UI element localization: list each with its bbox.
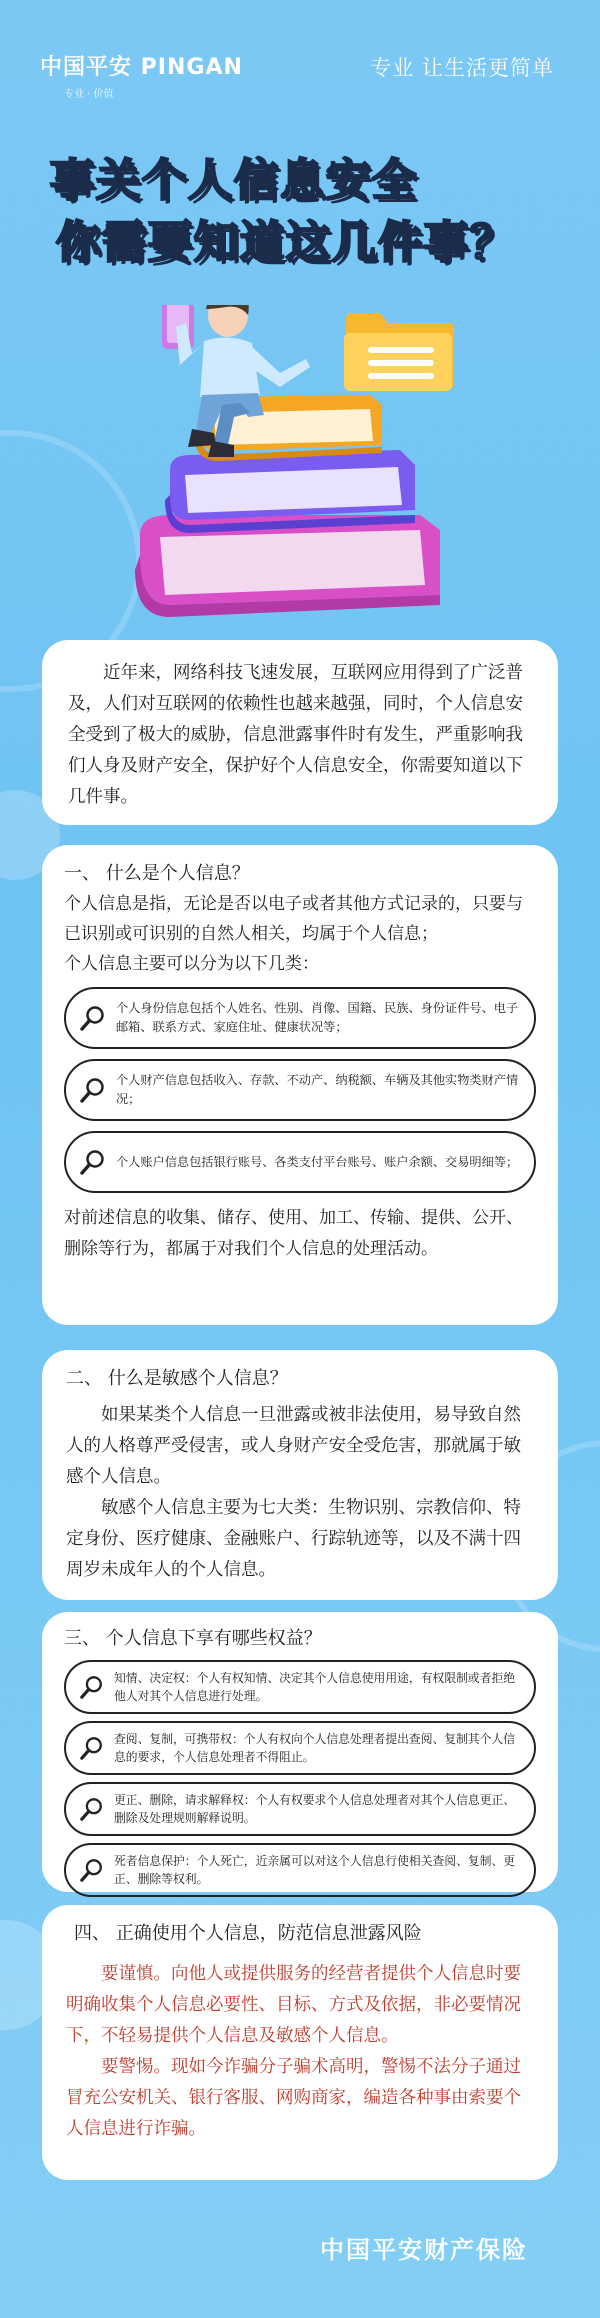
magnifier-icon <box>80 1675 104 1699</box>
section-1-categories-intro: 个人信息主要可以分为以下几类： <box>64 954 319 974</box>
section-2-paragraph-2: 敏感个人信息主要为七大类：生物识别、宗教信仰、特定身份、医疗健康、金融账户、行踪轨迹等，以及不满十四周岁未成年人的个人信息。 <box>66 1498 521 1580</box>
title-line-1: 事关个人信息安全 <box>50 155 418 206</box>
right-text: 查阅、复制，可携带权：个人有权向个人信息处理者提出查阅、复制其个人信息的要求，个人信息处理者不得阻止。 <box>114 1732 516 1764</box>
person-on-books-icon <box>130 305 470 625</box>
slogan: 专业 让生活更简单 <box>370 56 554 80</box>
section-1-title: 一、 什么是个人信息？ <box>64 863 250 884</box>
hero-illustration <box>130 305 470 625</box>
list-item <box>64 1059 536 1121</box>
category-text: 个人账户信息包括银行账号、各类支付平台账号、账户余额、交易明细等； <box>116 1154 519 1169</box>
list-item <box>64 1721 536 1775</box>
section-2-title: 二、 什么是敏感个人信息？ <box>66 1368 288 1389</box>
title-line-2: 你需要知道这几件事？ <box>56 217 516 268</box>
brand-tagline: 专业 · 价值 <box>64 89 114 100</box>
list-item <box>64 987 536 1049</box>
section-personal-info <box>42 845 558 1325</box>
list-item <box>64 1843 536 1897</box>
intro-card <box>42 640 558 825</box>
magnifier-icon <box>80 1149 106 1175</box>
section-rights <box>42 1612 558 1892</box>
brand-name: 中国平安 PINGAN <box>40 55 243 80</box>
footer-brand: 中国平安财产保险 <box>320 2236 528 2264</box>
list-item <box>64 1782 536 1836</box>
magnifier-icon <box>80 1736 104 1760</box>
right-text: 知情、决定权：个人有权知情、决定其个人信息使用用途，有权限制或者拒绝他人对其个人信息进行处理。 <box>114 1671 516 1703</box>
brand-logo <box>40 50 243 100</box>
magnifier-icon <box>80 1797 104 1821</box>
right-text: 死者信息保护：个人死亡，近亲属可以对这个人信息行使相关查阅、复制、更正、删除等权利。 <box>114 1854 516 1886</box>
right-text: 更正、删除，请求解释权：个人有权要求个人信息处理者对其个人信息更正、删除及处理规则解释说明。 <box>114 1793 516 1825</box>
magnifier-icon <box>80 1077 106 1103</box>
intro-paragraph: 近年来，网络科技飞速发展，互联网应用得到了广泛普及，人们对互联网的依赖性也越来越强，同时，个人信息安全受到了极大的威胁，信息泄露事件时有发生，严重影响我们人身及财产安全，保护好个人信息安全，你需要知道以下几件事。 <box>68 663 523 807</box>
section-2-paragraph-1: 如果某类个人信息一旦泄露或被非法使用，易导致自然人的人格尊严受侵害，或人身财产安全受危害，那就属于敏感个人信息。 <box>66 1405 521 1487</box>
section-1-conclusion: 对前述信息的收集、储存、使用、加工、传输、提供、公开、删除等行为，都属于对我们个人信息的处理活动。 <box>64 1208 523 1259</box>
list-item <box>64 1660 536 1714</box>
section-4-paragraph-2: 要警惕。现如今诈骗分子骗术高明，警惕不法分子通过冒充公安机关、银行客服、网购商家，编造各种事由索要个人信息进行诈骗。 <box>66 2057 521 2139</box>
page-title <box>50 150 590 274</box>
section-safe-use <box>42 1905 558 2180</box>
section-4-paragraph-1: 要谨慎。向他人或提供服务的经营者提供个人信息时要明确收集个人信息必要性、目标、方式及依据，非必要情况下，不轻易提供个人信息及敏感个人信息。 <box>66 1964 521 2046</box>
section-sensitive-info <box>42 1350 558 1600</box>
section-4-title: 四、 正确使用个人信息，防范信息泄露风险 <box>74 1923 422 1944</box>
category-text: 个人财产信息包括收入、存款、不动产、纳税额、车辆及其他实物类财产情况； <box>116 1073 519 1106</box>
section-1-definition: 个人信息是指，无论是否以电子或者其他方式记录的，只要与已识别或可识别的自然人相关，均属于个人信息； <box>64 894 523 944</box>
magnifier-icon <box>80 1005 106 1031</box>
list-item <box>64 1131 536 1193</box>
section-3-title: 三、 个人信息下享有哪些权益？ <box>64 1628 322 1649</box>
category-text: 个人身份信息包括个人姓名、性别、肖像、国籍、民族、身份证件号、电子邮箱、联系方式、家庭住址、健康状况等； <box>116 1001 519 1034</box>
magnifier-icon <box>80 1858 104 1882</box>
